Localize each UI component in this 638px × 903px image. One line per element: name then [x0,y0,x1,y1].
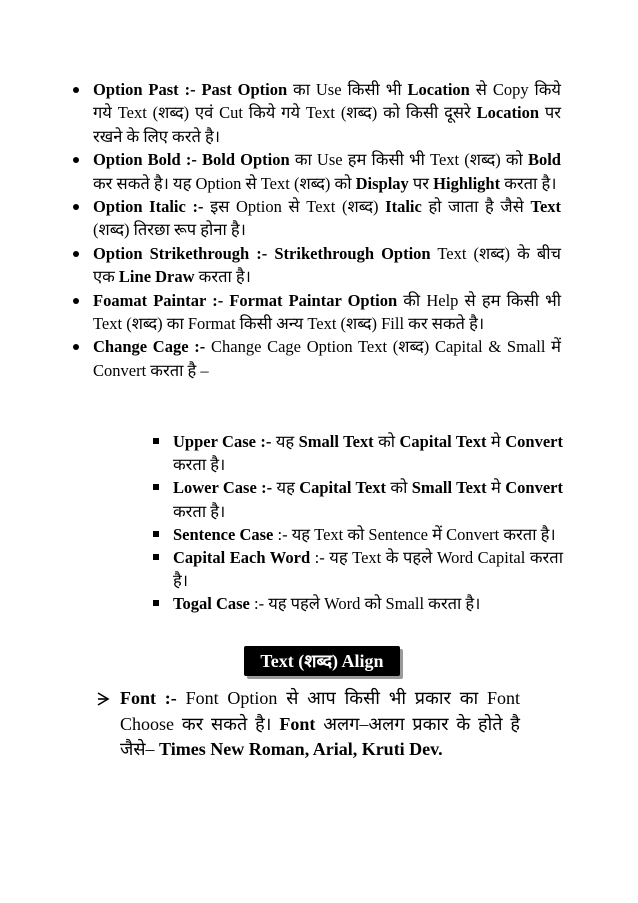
item-text: हो जाता है जैसे [421,197,531,217]
square-bullet-icon [153,554,159,560]
list-item-option-past [93,78,561,148]
item-emphasis: Line Draw [118,267,195,287]
item-text: पर रखने के लिए करते है। [93,103,561,146]
subitem-heading: Togal Case [173,594,250,614]
sublist-item-toggle-case [173,592,563,615]
item-text: (शब्द) तिरछा रूप होना है। [93,220,246,240]
list-item-option-bold [93,148,561,195]
subitem-emphasis: Capital Text [399,432,487,451]
item-text: का Use हम किसी भी Text (शब्द) को [289,150,528,170]
bullet-icon [73,344,79,350]
item-text: करता है। [194,267,251,287]
item-heading: Option Bold :- [93,150,197,170]
item-emphasis: Bold [527,150,561,170]
font-paragraph [120,686,520,763]
square-bullet-icon [153,484,159,490]
item-heading: Option Italic :- [93,197,204,217]
bullet-icon [73,87,79,93]
item-heading: Option Past :- [93,80,196,99]
item-text: की Help से हम किसी भी Text (शब्द) का Format किसी अन्य Text (शब्द) Fill कर सकते है। [93,290,561,334]
item-text: पर [408,173,434,193]
square-bullet-icon [153,438,159,444]
subitem-emphasis: Convert [505,478,563,498]
subitem-text: करता है। [173,455,226,475]
sublist-item-upper-case [173,430,563,476]
square-bullet-icon [153,531,159,537]
font-text: Font Option से आप किसी भी प्रकार का Font Choose कर सकते है। [120,688,520,734]
subitem-text: मे [486,478,506,498]
item-emphasis: Strikethrough Option [274,243,431,263]
font-examples: Times New Roman, Arial, Kruti Dev. [159,739,443,760]
item-emphasis: Highlight [433,173,501,193]
item-heading: Foamat Paintar :- [93,290,224,310]
item-emphasis: Location [407,80,470,99]
subitem-text: यह [272,478,300,498]
list-item-option-strikethrough [93,242,561,289]
subitem-heading: Sentence Case [173,524,274,544]
subitem-heading: Lower Case :- [173,478,273,498]
item-emphasis: Format Paintar Option [229,290,398,310]
item-emphasis: Bold Option [201,150,290,170]
subitem-text: :- यह Text को Sentence में Convert करता है। [273,524,556,544]
arrow-bullet-icon [96,692,110,706]
list-item-option-italic [93,195,561,242]
case-sublist [173,430,563,616]
item-text: Change Cage Option Text (शब्द) Capital & Small में Convert करता है – [93,337,561,380]
bullet-icon [73,204,79,210]
font-text: अलग–अलग प्रकार के होते है जैसे– [120,713,520,760]
subitem-text: मे [486,432,506,451]
item-text: इस Option से Text (शब्द) [203,197,386,217]
square-bullet-icon [153,600,159,606]
list-item-format-painter [93,289,561,336]
item-emphasis: Italic [385,197,422,217]
bullet-icon [73,298,79,304]
font-heading: Font :- [120,688,177,708]
bullet-icon [73,157,79,163]
bullet-icon [73,251,79,257]
subitem-heading: Capital Each Word [173,548,311,568]
item-emphasis: Display [355,173,409,193]
subitem-text: यह [271,432,299,451]
subitem-text: :- यह पहले Word को Small करता है। [249,594,481,614]
font-emphasis: Font [279,713,316,734]
subitem-emphasis: Small Text [411,478,487,498]
item-emphasis: Location [476,103,540,123]
sublist-item-sentence-case [173,523,563,546]
sublist-item-lower-case [173,476,563,522]
item-text: कर सकते है। यह Option से Text (शब्द) को [93,173,356,193]
item-heading: Option Strikethrough :- [93,243,268,263]
item-heading: Change Cage :- [93,337,206,357]
item-emphasis: Past Option [201,80,288,99]
item-text: करता है। [500,173,557,193]
item-text: से Copy किये गये Text (शब्द) एवं Cut किये गये Text (शब्द) को किसी दूसरे [93,80,561,123]
subitem-heading: Upper Case :- [173,432,272,451]
item-emphasis: Text [530,197,562,217]
option-list [93,78,561,382]
subitem-text: को [386,478,412,498]
subitem-text: :- यह Text के पहले Word Capital करता है। [173,548,563,591]
subitem-emphasis: Convert [505,432,563,451]
item-text: का Use किसी भी [287,80,408,99]
subitem-text: को [373,432,400,451]
subitem-emphasis: Small Text [298,432,374,451]
subitem-text: करता है। [173,501,226,521]
item-text: Text (शब्द) के बीच एक [93,243,561,287]
section-label-text-align: Text (शब्द) Align [244,646,400,676]
list-item-change-case [93,335,561,382]
subitem-emphasis: Capital Text [299,478,387,498]
sublist-item-capital-each-word [173,546,563,592]
